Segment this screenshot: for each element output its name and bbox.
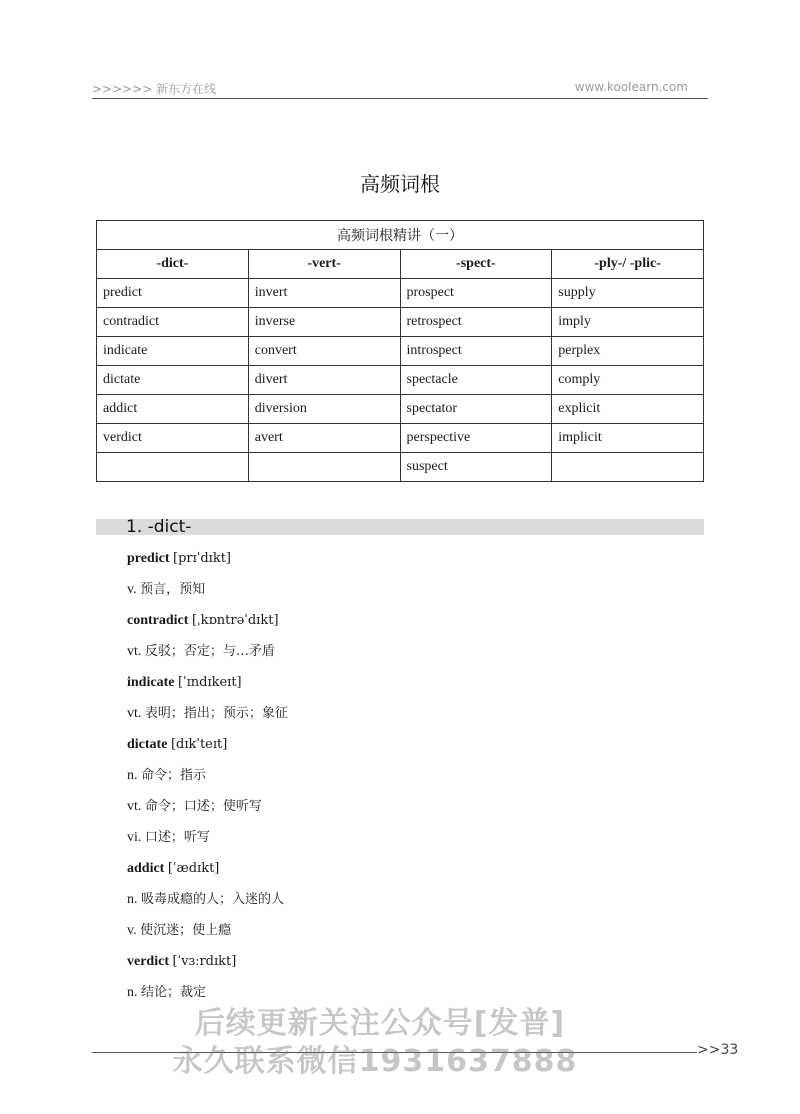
entry-phonetic: [ˈvɜːrdɪkt] bbox=[172, 954, 237, 969]
sense-pos: vt. bbox=[127, 644, 142, 659]
section-title: 1. -dict- bbox=[126, 517, 192, 537]
sense-definition: 口述；听写 bbox=[144, 830, 210, 845]
table-cell bbox=[248, 453, 400, 482]
column-header: -spect- bbox=[400, 250, 552, 279]
entry-word: dictate bbox=[127, 737, 168, 752]
table-row bbox=[97, 308, 704, 337]
table-cell: perspective bbox=[400, 424, 552, 453]
sense-pos: v. bbox=[127, 582, 137, 597]
sense-definition: 使沉迷；使上瘾 bbox=[140, 923, 232, 938]
entry-phonetic: [ˌkɒntrəˈdɪkt] bbox=[191, 613, 279, 628]
table-cell: spectator bbox=[400, 395, 552, 424]
table-cell: imply bbox=[552, 308, 704, 337]
entry-sense bbox=[127, 793, 687, 824]
entry-word: indicate bbox=[127, 675, 175, 690]
entry-phonetic: [dɪkˈteɪt] bbox=[170, 737, 228, 752]
sense-pos: n. bbox=[127, 892, 138, 907]
sense-pos: vi. bbox=[127, 830, 142, 845]
header-url[interactable]: www.koolearn.com bbox=[574, 80, 688, 94]
sense-pos: vt. bbox=[127, 706, 142, 721]
sense-definition: 反驳；否定；与…矛盾 bbox=[144, 644, 275, 659]
sense-pos: n. bbox=[127, 985, 138, 1000]
watermark-line-1: 后续更新关注公众号[发普] bbox=[194, 1006, 566, 1041]
entry-sense bbox=[127, 762, 687, 793]
entry-phonetic: [ˈɪndɪkeɪt] bbox=[177, 675, 242, 690]
table-cell: indicate bbox=[97, 337, 249, 366]
page-title: 高频词根 bbox=[360, 172, 440, 196]
table-caption-row bbox=[97, 221, 704, 250]
table-cell: invert bbox=[248, 279, 400, 308]
sense-pos: v. bbox=[127, 923, 137, 938]
table-row bbox=[97, 395, 704, 424]
entry-sense bbox=[127, 638, 687, 669]
table-cell bbox=[97, 453, 249, 482]
page-number: >>33 bbox=[697, 1042, 739, 1058]
entry-word: addict bbox=[127, 861, 165, 876]
watermark-line-2: 永久联系微信1931637888 bbox=[172, 1044, 578, 1079]
table-caption: 高频词根精讲（一） bbox=[97, 221, 704, 250]
table-row bbox=[97, 366, 704, 395]
table-cell: divert bbox=[248, 366, 400, 395]
table-cell: comply bbox=[552, 366, 704, 395]
entry-phonetic: [prɪˈdɪkt] bbox=[173, 551, 232, 566]
entry-sense bbox=[127, 824, 687, 855]
table-cell: suspect bbox=[400, 453, 552, 482]
table-row bbox=[97, 279, 704, 308]
table-row bbox=[97, 453, 704, 482]
entry-sense bbox=[127, 576, 687, 607]
table-cell: spectacle bbox=[400, 366, 552, 395]
column-header: -vert- bbox=[248, 250, 400, 279]
column-header: -ply-/ -plic- bbox=[552, 250, 704, 279]
entry-word: contradict bbox=[127, 613, 189, 628]
table-cell: retrospect bbox=[400, 308, 552, 337]
entry-sense bbox=[127, 700, 687, 731]
table-cell: predict bbox=[97, 279, 249, 308]
table-cell: diversion bbox=[248, 395, 400, 424]
table-cell: verdict bbox=[97, 424, 249, 453]
table-cell: inverse bbox=[248, 308, 400, 337]
entry-phonetic: [ˈædɪkt] bbox=[167, 861, 220, 876]
table-cell: prospect bbox=[400, 279, 552, 308]
sense-definition: 预言，预知 bbox=[140, 582, 206, 597]
table-cell: convert bbox=[248, 337, 400, 366]
sense-definition: 吸毒成瘾的人；入迷的人 bbox=[141, 892, 285, 907]
table-cell: implicit bbox=[552, 424, 704, 453]
table-cell: supply bbox=[552, 279, 704, 308]
entry-headword-line bbox=[127, 855, 687, 886]
table-cell bbox=[552, 453, 704, 482]
sense-definition: 命令；指示 bbox=[141, 768, 207, 783]
table-cell: perplex bbox=[552, 337, 704, 366]
sense-definition: 表明；指出；预示；象征 bbox=[144, 706, 288, 721]
table-row bbox=[97, 337, 704, 366]
entry-headword-line bbox=[127, 731, 687, 762]
table-cell: avert bbox=[248, 424, 400, 453]
table-cell: introspect bbox=[400, 337, 552, 366]
entry-headword-line bbox=[127, 607, 687, 638]
entry-headword-line bbox=[127, 948, 687, 979]
table-cell: addict bbox=[97, 395, 249, 424]
sense-pos: n. bbox=[127, 768, 138, 783]
entry-headword-line bbox=[127, 669, 687, 700]
entry-word: verdict bbox=[127, 954, 169, 969]
sense-pos: vt. bbox=[127, 799, 142, 814]
table-header-row bbox=[97, 250, 704, 279]
entry-sense bbox=[127, 917, 687, 948]
column-header: -dict- bbox=[97, 250, 249, 279]
entry-sense bbox=[127, 886, 687, 917]
entry-word: predict bbox=[127, 551, 170, 566]
table-row bbox=[97, 424, 704, 453]
vocabulary-entries bbox=[127, 545, 687, 1010]
table-cell: contradict bbox=[97, 308, 249, 337]
sense-definition: 结论；裁定 bbox=[141, 985, 207, 1000]
header-brand: >>>>>> 新东方在线 bbox=[92, 82, 217, 96]
word-root-table bbox=[96, 220, 704, 482]
table-cell: dictate bbox=[97, 366, 249, 395]
table-cell: explicit bbox=[552, 395, 704, 424]
sense-definition: 命令；口述；使听写 bbox=[144, 799, 262, 814]
entry-headword-line bbox=[127, 545, 687, 576]
page-header bbox=[92, 80, 708, 99]
